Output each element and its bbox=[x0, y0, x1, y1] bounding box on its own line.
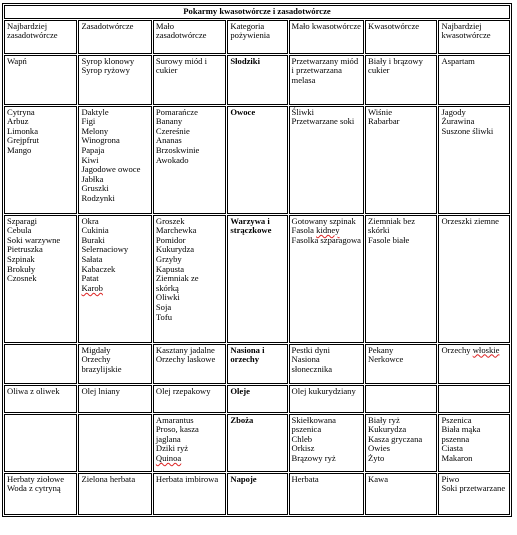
cell-line: Proso, kasza jaglana bbox=[155, 424, 199, 444]
cell-line bbox=[81, 284, 148, 294]
cell-line: Migdały bbox=[81, 344, 111, 355]
category-cell bbox=[227, 473, 287, 515]
cell-line: Zboża bbox=[230, 414, 254, 425]
cell-line: Orzechy brazylijskie bbox=[81, 354, 122, 374]
cell-line: Ciasta bbox=[441, 443, 463, 454]
cell-line: Kasza gryczana bbox=[368, 433, 423, 444]
cell-line: Dziki ryż bbox=[155, 443, 189, 454]
category-cell bbox=[227, 414, 287, 472]
table-cell bbox=[365, 473, 437, 515]
table-cell bbox=[289, 414, 364, 472]
table-cell bbox=[4, 106, 77, 214]
table-cell bbox=[438, 385, 510, 413]
cell-line: Zielona herbata bbox=[81, 473, 136, 484]
table-cell bbox=[78, 385, 151, 413]
cell-line: Czosnek bbox=[7, 273, 37, 284]
cell-line: Orzechy włoskie bbox=[441, 344, 500, 355]
spellcheck-mark: Quinoa bbox=[155, 452, 182, 463]
cell-line: Daktyle bbox=[81, 106, 109, 117]
cell-line: Kawa bbox=[368, 473, 389, 484]
table-cell bbox=[4, 414, 77, 472]
cell-line: Szparagi bbox=[7, 215, 38, 226]
cell-line: Marchewka bbox=[155, 225, 197, 236]
cell-line: Kapusta bbox=[155, 263, 185, 274]
cell-line: Pomarańcze bbox=[155, 106, 198, 117]
cell-line: Czereśnie bbox=[155, 125, 190, 136]
cell-line: Selernaciowy bbox=[81, 244, 129, 255]
cell-line: Makaron bbox=[441, 452, 473, 463]
header-row bbox=[4, 20, 510, 54]
cell-line: Jagodowe owoce bbox=[81, 164, 141, 175]
cell-line: Żyto bbox=[368, 452, 385, 463]
cell-line: Jagody bbox=[441, 106, 466, 117]
table-cell bbox=[78, 55, 151, 105]
cell-line: Ziemniak bez skórki bbox=[368, 215, 416, 236]
cell-line: Olej rzepakowy bbox=[155, 385, 211, 396]
cell-line: Nasiona i orzechy bbox=[230, 344, 265, 365]
cell-line: Ananas bbox=[155, 135, 182, 146]
cell-line: Soki warzywne bbox=[7, 234, 61, 245]
cell-line: Kabaczek bbox=[81, 263, 116, 274]
cell-line: Przetwarzane soki bbox=[291, 116, 355, 127]
table-cell bbox=[438, 344, 510, 384]
cell-line: Brązowy ryż bbox=[291, 452, 336, 463]
table-row bbox=[4, 473, 510, 515]
cell-line: Słodziki bbox=[230, 55, 260, 66]
cell-line: Cebula bbox=[7, 225, 32, 236]
cell-line: Buraki bbox=[81, 234, 105, 245]
table-cell bbox=[365, 55, 437, 105]
table-cell bbox=[365, 385, 437, 413]
header-cell: Mało kwasotwórcze bbox=[289, 20, 364, 54]
table-cell bbox=[289, 473, 364, 515]
cell-line: Gruszki bbox=[81, 183, 109, 194]
table-cell bbox=[438, 414, 510, 472]
cell-line: Grzyby bbox=[155, 253, 182, 264]
cell-line: Pekany bbox=[368, 344, 394, 355]
cell-line: Kukurydza bbox=[368, 424, 407, 435]
cell-line: Herbata bbox=[291, 473, 319, 484]
category-cell bbox=[227, 344, 287, 384]
cell-line: Szpinak bbox=[7, 253, 35, 264]
header-cell: Mało zasadotwórcze bbox=[153, 20, 226, 54]
category-cell bbox=[227, 55, 287, 105]
cell-line: Fasola kidney bbox=[291, 225, 340, 236]
cell-line: Mango bbox=[7, 144, 32, 155]
table-title: Pokarmy kwasotwórcze i zasadotwórcze bbox=[4, 5, 510, 19]
table-cell bbox=[289, 385, 364, 413]
cell-line: Piwo bbox=[441, 473, 460, 484]
table-row bbox=[4, 106, 510, 214]
table-row bbox=[4, 414, 510, 472]
cell-line: Gotowany szpinak bbox=[291, 215, 356, 226]
cell-line: Aspartam bbox=[441, 55, 475, 66]
table-cell bbox=[438, 106, 510, 214]
cell-line: Pszenica bbox=[441, 414, 472, 425]
cell-line: Herbata imbirowa bbox=[155, 473, 219, 484]
header-cell: Kategoria pożywienia bbox=[227, 20, 287, 54]
table-cell bbox=[78, 414, 151, 472]
cell-line: Olej lniany bbox=[81, 385, 120, 396]
table-cell bbox=[78, 215, 151, 343]
cell-line: Orzeszki ziemne bbox=[441, 215, 499, 226]
cell-line: Patat bbox=[81, 273, 99, 284]
cell-line: Arbuz bbox=[7, 116, 29, 127]
table-cell bbox=[438, 55, 510, 105]
acid-alkaline-food-table bbox=[2, 3, 512, 517]
spellcheck-mark: Karob bbox=[81, 282, 103, 293]
cell-line: Biały ryż bbox=[368, 414, 400, 425]
table-cell bbox=[78, 473, 151, 515]
table-cell bbox=[365, 215, 437, 343]
table-row bbox=[4, 385, 510, 413]
cell-line: Przetwarzany miód i przetwarzana melasa bbox=[291, 55, 359, 85]
document-page bbox=[2, 3, 512, 517]
table-cell bbox=[4, 385, 77, 413]
cell-line: Śliwki bbox=[291, 106, 314, 117]
table-cell bbox=[153, 215, 226, 343]
cell-line: Chleb bbox=[291, 433, 313, 444]
cell-line: Cukinia bbox=[81, 225, 109, 236]
cell-line: Warzywa i strączkowe bbox=[230, 215, 272, 236]
cell-line: Pietruszka bbox=[7, 244, 43, 255]
table-cell bbox=[365, 106, 437, 214]
cell-line: Ziemniak ze skórką bbox=[155, 273, 199, 293]
table-cell bbox=[4, 55, 77, 105]
cell-line: Awokado bbox=[155, 154, 189, 165]
cell-line: Oliwa z oliwek bbox=[7, 385, 60, 396]
cell-line: Napoje bbox=[230, 473, 257, 484]
table-row bbox=[4, 344, 510, 384]
cell-line: Skiełkowana pszenica bbox=[291, 414, 336, 435]
cell-line: Oliwki bbox=[155, 292, 180, 303]
cell-line: Limonka bbox=[7, 125, 39, 136]
table-cell bbox=[289, 55, 364, 105]
table-cell bbox=[4, 215, 77, 343]
table-row bbox=[4, 215, 510, 343]
header-cell: Zasadotwórcze bbox=[78, 20, 151, 54]
cell-line: Sałata bbox=[81, 253, 103, 264]
table-cell bbox=[153, 414, 226, 472]
cell-line: Olej kukurydziany bbox=[291, 385, 356, 396]
cell-line: Orzechy laskowe bbox=[155, 354, 216, 365]
table-cell bbox=[438, 215, 510, 343]
cell-line: Biały i brązowy cukier bbox=[368, 55, 423, 76]
table-cell bbox=[289, 106, 364, 214]
header-cell: Najbardziej kwasotwórcze bbox=[438, 20, 510, 54]
cell-line: Biała mąka bbox=[441, 424, 481, 435]
cell-line: Kiwi bbox=[81, 154, 99, 165]
cell-line: Okra bbox=[81, 215, 99, 226]
cell-line: Orkisz bbox=[291, 443, 315, 454]
table-cell bbox=[153, 473, 226, 515]
cell-line: Fasolka szparagowa bbox=[291, 234, 361, 245]
table-cell bbox=[438, 473, 510, 515]
header-cell: Kwasotwórcze bbox=[365, 20, 437, 54]
table-cell bbox=[78, 106, 151, 214]
header-cell: Najbardziej zasadotwórcze bbox=[4, 20, 77, 54]
cell-line: Pomidor bbox=[155, 234, 186, 245]
cell-line: Figi bbox=[81, 116, 96, 127]
cell-line: Winogrona bbox=[81, 135, 120, 146]
table-cell bbox=[153, 385, 226, 413]
cell-line: Kasztany jadalne bbox=[155, 344, 215, 355]
cell-line: Brzoskwinie bbox=[155, 144, 200, 155]
table-cell bbox=[4, 473, 77, 515]
cell-line: Amarantus bbox=[155, 414, 194, 425]
cell-line: Żurawina bbox=[441, 116, 475, 127]
cell-line: Cytryna bbox=[7, 106, 35, 117]
cell-line: Nerkowce bbox=[368, 354, 404, 365]
table-cell bbox=[289, 215, 364, 343]
cell-line: Banany bbox=[155, 116, 183, 127]
table-cell bbox=[365, 344, 437, 384]
table-cell bbox=[153, 106, 226, 214]
table-cell bbox=[153, 344, 226, 384]
cell-line: Pestki dyni bbox=[291, 344, 330, 355]
table-cell bbox=[153, 55, 226, 105]
cell-line: Groszek bbox=[155, 215, 185, 226]
cell-line: Woda z cytryną bbox=[7, 483, 61, 494]
cell-line: Suszone śliwki bbox=[441, 125, 494, 136]
cell-line: Brokuły bbox=[7, 263, 36, 274]
table-cell bbox=[78, 344, 151, 384]
cell-line: Owoce bbox=[230, 106, 256, 117]
spellcheck-mark: włoskie bbox=[472, 344, 500, 355]
spellcheck-mark: kidney bbox=[316, 225, 340, 236]
cell-line: Syrop klonowy bbox=[81, 55, 135, 66]
cell-line: Surowy miód i cukier bbox=[155, 55, 207, 76]
cell-line: Rodzynki bbox=[81, 192, 115, 203]
title-row bbox=[4, 5, 510, 19]
table-row bbox=[4, 55, 510, 105]
cell-line: pszenna bbox=[441, 433, 470, 444]
cell-line: Tofu bbox=[155, 311, 173, 322]
cell-line: Soki przetwarzane bbox=[441, 483, 506, 494]
cell-line: Papaja bbox=[81, 144, 105, 155]
cell-line bbox=[156, 454, 223, 464]
cell-line: Oleje bbox=[230, 385, 250, 396]
cell-line: Jabłka bbox=[81, 173, 104, 184]
category-cell bbox=[227, 385, 287, 413]
cell-line: Kukurydza bbox=[155, 244, 195, 255]
cell-line: Soja bbox=[155, 301, 172, 312]
cell-line: Nasiona słonecznika bbox=[291, 354, 333, 374]
cell-line: Rabarbar bbox=[368, 116, 400, 127]
cell-line: Syrop ryżowy bbox=[81, 65, 130, 76]
cell-line: Wapń bbox=[7, 55, 27, 66]
cell-line: Fasole białe bbox=[368, 234, 410, 245]
table-cell bbox=[365, 414, 437, 472]
cell-line: Owies bbox=[368, 443, 390, 454]
cell-line: Melony bbox=[81, 125, 109, 136]
cell-line: Wiśnie bbox=[368, 106, 393, 117]
category-cell bbox=[227, 106, 287, 214]
table-cell bbox=[4, 344, 77, 384]
table-cell bbox=[289, 344, 364, 384]
cell-line: Grejpfrut bbox=[7, 135, 39, 146]
cell-line: Herbaty ziołowe bbox=[7, 473, 65, 484]
category-cell bbox=[227, 215, 287, 343]
